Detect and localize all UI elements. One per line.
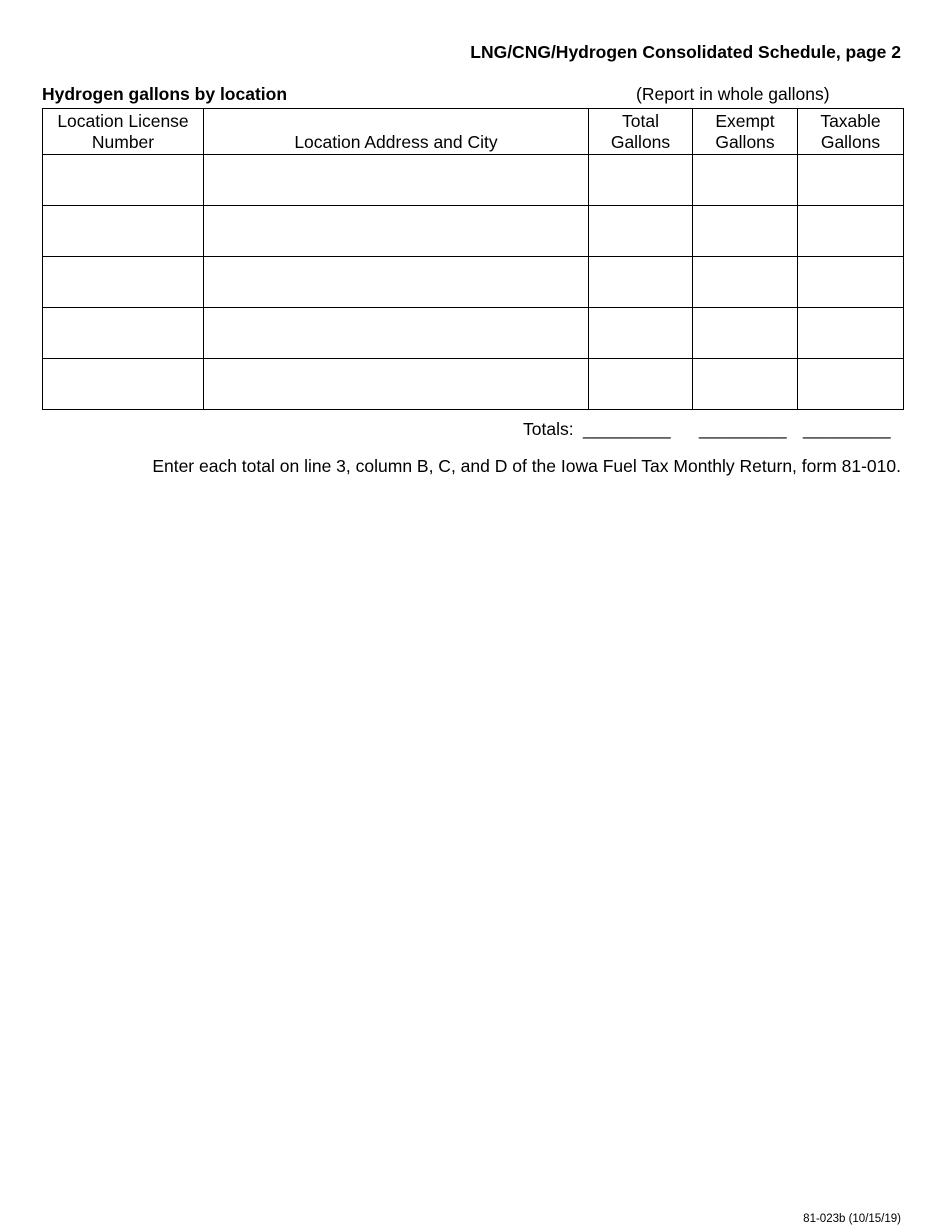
taxable-gallons-input[interactable] — [798, 308, 903, 358]
license-number-input[interactable] — [43, 308, 203, 358]
license-number-input[interactable] — [43, 155, 203, 205]
taxable-gallons-cell — [798, 308, 904, 359]
exempt-gallons-cell — [693, 359, 798, 410]
report-note: (Report in whole gallons) — [636, 84, 830, 104]
totals-instruction: Enter each total on line 3, column B, C, and D of the Iowa Fuel Tax Monthly Return, form 81-010. — [152, 456, 901, 476]
license-number-cell — [43, 155, 204, 206]
address-city-cell — [204, 257, 589, 308]
total-gallons-input[interactable] — [589, 359, 692, 409]
address-city-input[interactable] — [204, 206, 588, 256]
license-number-cell — [43, 257, 204, 308]
address-city-input[interactable] — [204, 308, 588, 358]
exempt-gallons-total-field[interactable]: _________ — [699, 419, 787, 439]
address-city-cell — [204, 155, 589, 206]
total-gallons-cell — [589, 308, 693, 359]
total-gallons-cell — [589, 155, 693, 206]
exempt-gallons-input[interactable] — [693, 308, 797, 358]
total-gallons-cell — [589, 257, 693, 308]
exempt-gallons-cell — [693, 257, 798, 308]
taxable-gallons-input[interactable] — [798, 155, 903, 205]
license-number-input[interactable] — [43, 206, 203, 256]
total-gallons-cell — [589, 359, 693, 410]
exempt-gallons-input[interactable] — [693, 155, 797, 205]
section-title: Hydrogen gallons by location — [42, 84, 288, 104]
table-row — [43, 308, 904, 359]
column-header-total-gallons: Total Gallons — [589, 109, 693, 155]
taxable-gallons-cell — [798, 206, 904, 257]
taxable-gallons-cell — [798, 257, 904, 308]
exempt-gallons-cell — [693, 206, 798, 257]
form-id: 81-023b (10/15/19) — [803, 1213, 901, 1225]
table-row — [43, 257, 904, 308]
total-gallons-input[interactable] — [589, 308, 692, 358]
totals-line — [523, 419, 891, 440]
hydrogen-gallons-table — [42, 108, 904, 410]
license-number-cell — [43, 206, 204, 257]
totals-label: Totals: — [523, 419, 574, 439]
address-city-cell — [204, 308, 589, 359]
total-gallons-cell — [589, 206, 693, 257]
table-row — [43, 206, 904, 257]
address-city-input[interactable] — [204, 257, 588, 307]
exempt-gallons-cell — [693, 155, 798, 206]
total-gallons-input[interactable] — [589, 155, 692, 205]
license-number-cell — [43, 308, 204, 359]
taxable-gallons-cell — [798, 359, 904, 410]
exempt-gallons-input[interactable] — [693, 257, 797, 307]
table-row — [43, 155, 904, 206]
address-city-input[interactable] — [204, 155, 588, 205]
taxable-gallons-input[interactable] — [798, 257, 903, 307]
taxable-gallons-total-field[interactable]: _________ — [803, 419, 891, 439]
license-number-cell — [43, 359, 204, 410]
taxable-gallons-input[interactable] — [798, 359, 903, 409]
address-city-cell — [204, 206, 589, 257]
exempt-gallons-input[interactable] — [693, 359, 797, 409]
table-row — [43, 359, 904, 410]
address-city-input[interactable] — [204, 359, 588, 409]
exempt-gallons-cell — [693, 308, 798, 359]
total-gallons-input[interactable] — [589, 206, 692, 256]
address-city-cell — [204, 359, 589, 410]
license-number-input[interactable] — [43, 257, 203, 307]
taxable-gallons-cell — [798, 155, 904, 206]
column-header-exempt-gallons: Exempt Gallons — [693, 109, 798, 155]
column-header-address-city: Location Address and City — [204, 109, 589, 155]
license-number-input[interactable] — [43, 359, 203, 409]
total-gallons-total-field[interactable]: _________ — [583, 419, 671, 439]
taxable-gallons-input[interactable] — [798, 206, 903, 256]
exempt-gallons-input[interactable] — [693, 206, 797, 256]
total-gallons-input[interactable] — [589, 257, 692, 307]
column-header-taxable-gallons: Taxable Gallons — [798, 109, 904, 155]
table-header-row — [43, 109, 904, 155]
schedule-title: LNG/CNG/Hydrogen Consolidated Schedule, page 2 — [470, 42, 901, 62]
column-header-license-number: Location License Number — [43, 109, 204, 155]
